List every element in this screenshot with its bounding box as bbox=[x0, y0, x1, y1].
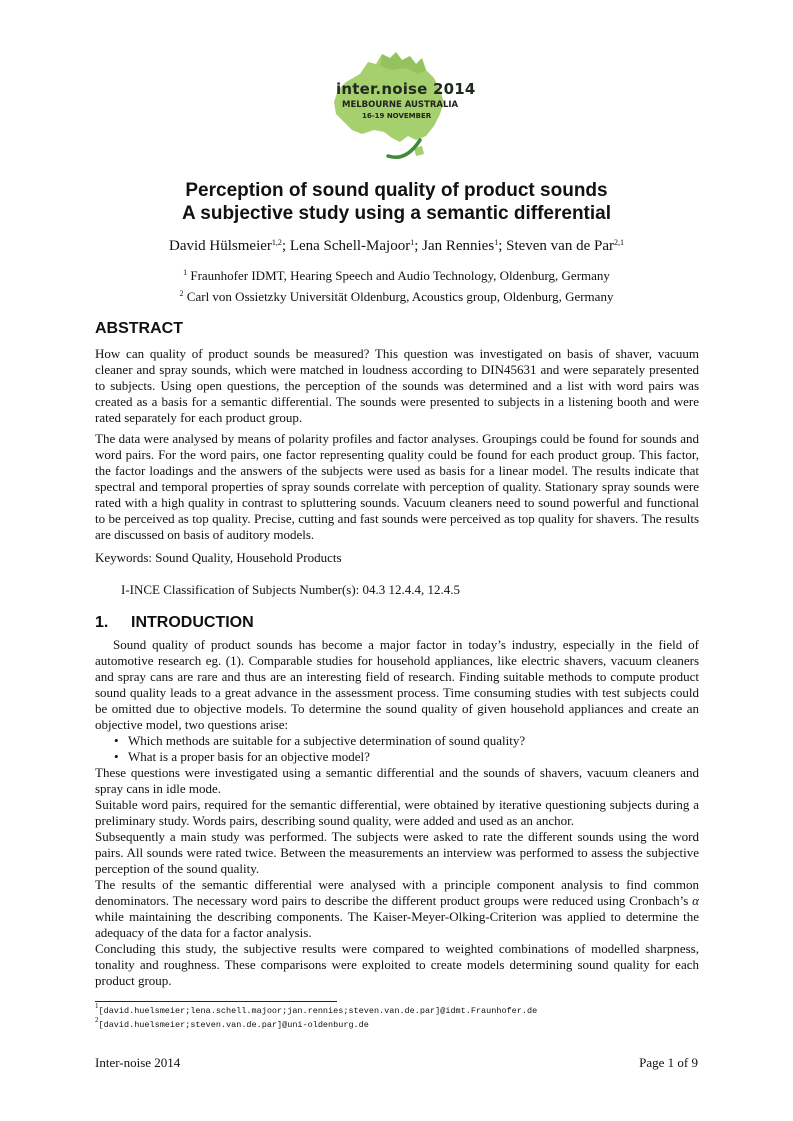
list-item: • Which methods are suitable for a subjective determination of sound quality? bbox=[114, 733, 526, 748]
affiliation: $^1$ Fraunhofer IDMT, Hearing Speech and Audio Technology, Oldenburg, Germany bbox=[183, 268, 610, 283]
author-name: David Hülsmeier bbox=[169, 238, 272, 254]
logo-location: MELBOURNE AUSTRALIA bbox=[342, 100, 459, 110]
footnote: $^1$[david.huelsmeier;lena.schell.majoor;jan.rennies;steven.van.de.par]@idmt.Fraunhofer.de bbox=[95, 1002, 538, 1016]
abstract-paragraph: How can quality of product sounds be measured? This question was investigated on basis of shaver, vacuum cleaner and spray sounds, which were matched in loudness according to DIN45631 and were separately presented to subjects. Using open questions, the perception of the sounds was determined and a list with word pairs was created as a basis for a semantic differential. The sounds were presented to subjects in a listening booth and were rated separately for each product group. bbox=[95, 346, 699, 425]
intro-paragraph: The results of the semantic differential were analysed with a principle component analysis to find common denominators. The necessary word pairs to describe the different product groups were reduced using Cronbach’s α while maintaining the describing components. The Kaiser-Meyer-Olking-Criterion was applied to determine the adequacy of the data for a factor analysis. bbox=[95, 877, 699, 940]
author-affiliation-mark: 1 bbox=[410, 238, 415, 247]
logo-dates: 16-19 NOVEMBER bbox=[362, 112, 432, 120]
intro-paragraph: Suitable word pairs, required for the semantic differential, were obtained by iterative questioning subjects during a preliminary study. Words pairs, describing sound quality, were added and used as an anchor. bbox=[95, 797, 699, 828]
section-number: 1. bbox=[95, 614, 109, 631]
author-name: Jan Rennies bbox=[422, 238, 495, 254]
footnote: $^2$[david.huelsmeier;steven.van.de.par]@uni-oldenburg.de bbox=[95, 1016, 369, 1030]
author-list: David Hülsmeier$^{1,2}$; Lena Schell-Majoor$^1$; Jan Rennies$^1$; Steven van de Par$^{2,1}$ bbox=[169, 238, 624, 254]
intro-paragraph: These questions were investigated using a semantic differential and the sounds of shavers, vacuum cleaners and spray cans in idle mode. bbox=[95, 765, 699, 796]
intro-paragraph: Subsequently a main study was performed. The subjects were asked to rate the different sounds using the word pairs. All sounds were rated twice. Between the measurements an interview was performed to assess the subjective perception of the sound quality. bbox=[95, 829, 699, 876]
keywords: Keywords: Sound Quality, Household Products bbox=[95, 550, 342, 565]
list-item: • What is a proper basis for an objective model? bbox=[114, 749, 370, 764]
logo-title: inter.noise 2014 bbox=[336, 80, 476, 98]
section-title: INTRODUCTION bbox=[131, 614, 254, 631]
intro-paragraph: Concluding this study, the subjective results were compared to weighted combinations of modelled sharpness, tonality and roughness. These comparisons were exploited to create models determining sound quality for each product group. bbox=[95, 941, 699, 988]
author-affiliation-mark: 2,1 bbox=[614, 238, 624, 247]
author-name: Lena Schell-Majoor bbox=[289, 238, 411, 254]
bullet-icon: • bbox=[114, 733, 119, 748]
paper-title-line2: A subjective study using a semantic differential bbox=[181, 203, 612, 224]
paper-title-line1: Perception of sound quality of product sounds bbox=[185, 180, 608, 201]
author-name: Steven van de Par bbox=[506, 238, 614, 254]
abstract-heading: ABSTRACT bbox=[95, 320, 183, 337]
affiliation: $^2$ Carl von Ossietzky Universität Oldenburg, Acoustics group, Oldenburg, Germany bbox=[179, 289, 614, 304]
footnote-divider bbox=[95, 1001, 337, 1002]
intro-paragraph: Sound quality of product sounds has become a major factor in today’s industry, especially in the field of automotive research eg. (1). Comparable studies for household appliances, like electric shavers, vacuum cleaners and spray cans are rare and thus are an interesting field of research. Finding suitable methods to compute product sound quality leads to a great advance in the assessment process. Time consuming studies with test subjects could be omitted due to objective models. To determine the sound quality of given household appliances and create an objective model, two questions arise: bbox=[95, 637, 699, 732]
classification: I-INCE Classification of Subjects Number(s): 04.3 12.4.4, 12.4.5 bbox=[121, 582, 461, 597]
footnote-email-link[interactable]: [david.huelsmeier;steven.van.de.par]@uni-oldenburg.de bbox=[98, 1020, 369, 1030]
bullet-icon: • bbox=[114, 749, 119, 764]
conference-logo bbox=[322, 44, 476, 169]
abstract-paragraph: The data were analysed by means of polarity profiles and factor analyses. Groupings could be found for sounds and word pairs. For the word pairs, one factor representing quality could be found for each product group. This factor, the factor loadings and the answers of the subjects were used as basis for a linear model. The results indicate that spectral and temporal properties of spray sounds correlate with perception of quality. Stationary spray sounds were rated with a high quality in contrast to spluttering sounds. Vacuum cleaners need to sound powerful and functional to be perceived as top quality. Precise, cutting and fast sounds were perceived as top quality for shavers. The results are discussed on basis of auditory models. bbox=[95, 431, 699, 542]
boomerang-icon bbox=[388, 140, 420, 157]
footer-page-number: Page 1 of 9 bbox=[639, 1055, 698, 1070]
section-heading-introduction bbox=[95, 614, 254, 632]
footnote-email-link[interactable]: [david.huelsmeier;lena.schell.majoor;jan.rennies;steven.van.de.par]@idmt.Fraunhofer.de bbox=[98, 1006, 538, 1016]
author-affiliation-mark: 1 bbox=[494, 238, 499, 247]
author-affiliation-mark: 1,2 bbox=[271, 238, 282, 247]
cronbach-alpha-symbol: α bbox=[692, 893, 699, 908]
footer-conference: Inter-noise 2014 bbox=[95, 1055, 181, 1070]
